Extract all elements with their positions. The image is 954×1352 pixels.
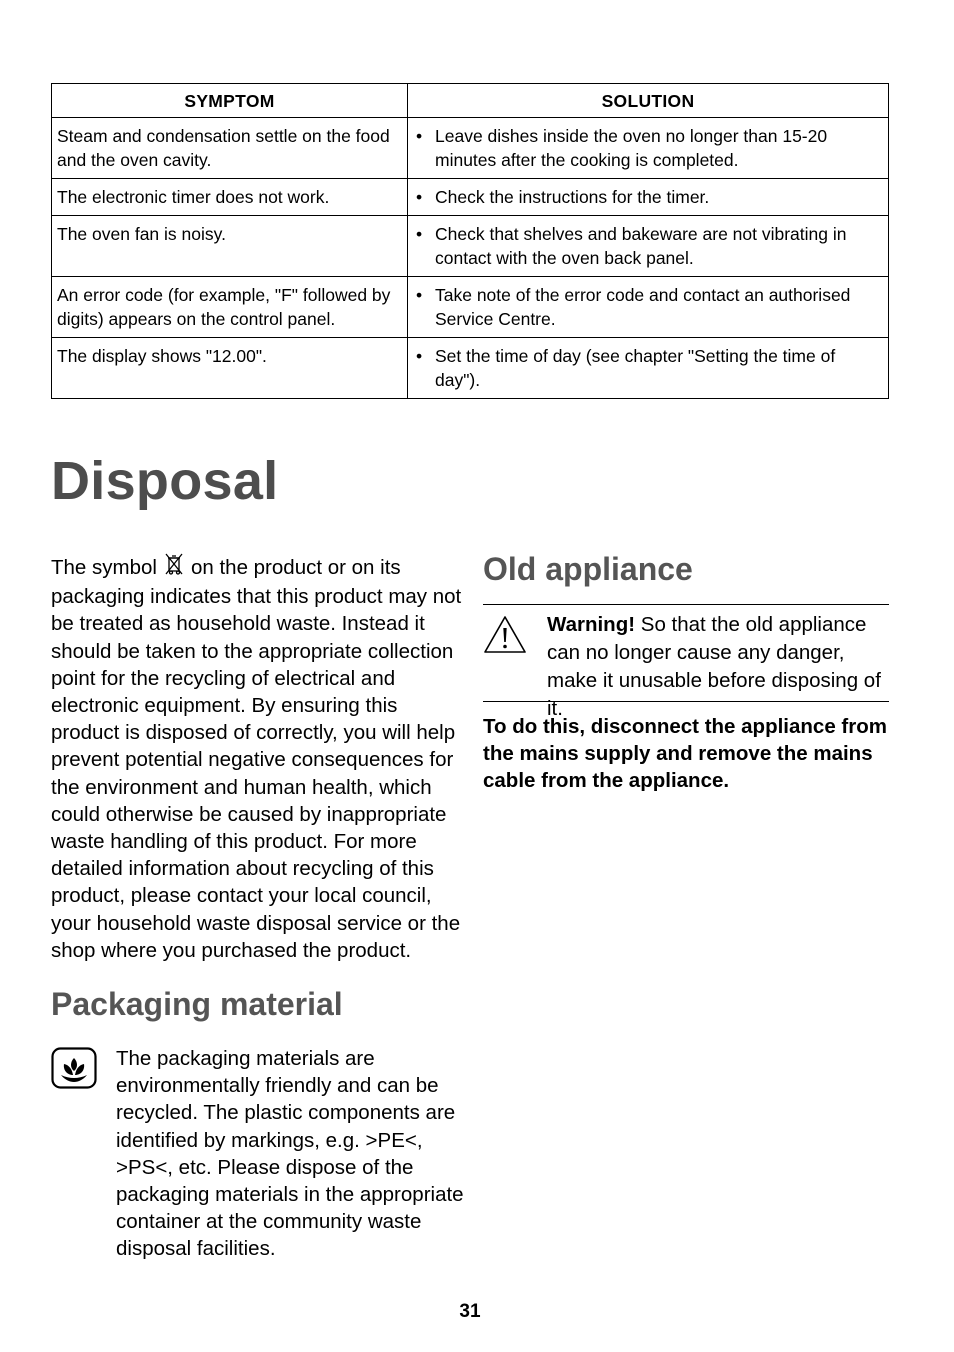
warning-triangle-icon <box>483 615 527 660</box>
table-row <box>52 179 889 216</box>
solution-text: Leave dishes inside the oven no longer than 15-20 minutes after the cooking is completed. <box>435 126 828 170</box>
solution-header: SOLUTION <box>408 84 889 118</box>
intro-after-symbol: on the product or on its packaging indicates that this product may not be treated as household waste. Instead it should be taken to the appropriate collection point for the recycling of electrical and electronic equipment. By ensuring this product is disposed of correctly, you will help prevent potential negative consequences for the environment and human health, which could otherwise be caused by inappropriate waste handling of this product. For more detailed information about recycling of this product, please contact your local council, your household waste disposal service or the shop where you purchased the product. <box>51 556 462 962</box>
symptom-cell: The oven fan is noisy. <box>52 216 408 277</box>
old-appliance-title: Old appliance <box>483 551 693 587</box>
disposal-title: Disposal <box>51 451 279 511</box>
warning-box <box>483 604 889 720</box>
intro-before-symbol: The symbol <box>51 556 157 579</box>
bullet: • <box>416 224 423 244</box>
table-row <box>52 277 889 338</box>
bullet: • <box>416 346 423 366</box>
packaging-title: Packaging material <box>51 986 343 1022</box>
solution-text: Check the instructions for the timer. <box>435 187 710 207</box>
solution-text: Set the time of day (see chapter "Setting the time of day"). <box>435 346 836 390</box>
table-row <box>52 118 889 179</box>
warning-label: Warning! <box>547 613 636 636</box>
solution-cell <box>408 277 889 338</box>
solution-cell <box>408 216 889 277</box>
table-header-row <box>52 84 889 118</box>
solution-text: Take note of the error code and contact an authorised Service Centre. <box>435 285 851 329</box>
symptom-cell: The display shows "12.00". <box>52 338 408 399</box>
crossed-out-wheelie-bin-icon <box>163 552 185 583</box>
bullet: • <box>416 285 423 305</box>
table-row <box>52 216 889 277</box>
solution-cell <box>408 179 889 216</box>
disposal-intro <box>51 552 463 964</box>
symptom-cell: Steam and condensation settle on the food and the oven cavity. <box>52 118 408 179</box>
symptom-cell: The electronic timer does not work. <box>52 179 408 216</box>
solution-cell <box>408 338 889 399</box>
disconnect-instruction: To do this, disconnect the appliance from the mains supply and remove the mains cable from the appliance. <box>483 715 887 792</box>
bullet: • <box>416 126 423 146</box>
troubleshooting-table <box>51 83 889 399</box>
bullet: • <box>416 187 423 207</box>
page-number: 31 <box>459 1301 481 1322</box>
symptom-header: SYMPTOM <box>52 84 408 118</box>
symptom-cell: An error code (for example, "F" followed by digits) appears on the control panel. <box>52 277 408 338</box>
environment-flower-icon <box>51 1047 97 1094</box>
warning-message: So that the old appliance can no longer cause any danger, make it unusable before disposing of it. <box>547 613 881 720</box>
solution-cell <box>408 118 889 179</box>
solution-text: Check that shelves and bakeware are not vibrating in contact with the oven back panel. <box>435 224 847 268</box>
packaging-text: The packaging materials are environmentally friendly and can be recycled. The plastic components are identified by markings, e.g. >PE<, >PS<, etc. Please dispose of the packaging materials in the appropriate container at the community waste disposal facilities. <box>116 1047 464 1261</box>
warning-text <box>547 611 889 723</box>
table-row <box>52 338 889 399</box>
